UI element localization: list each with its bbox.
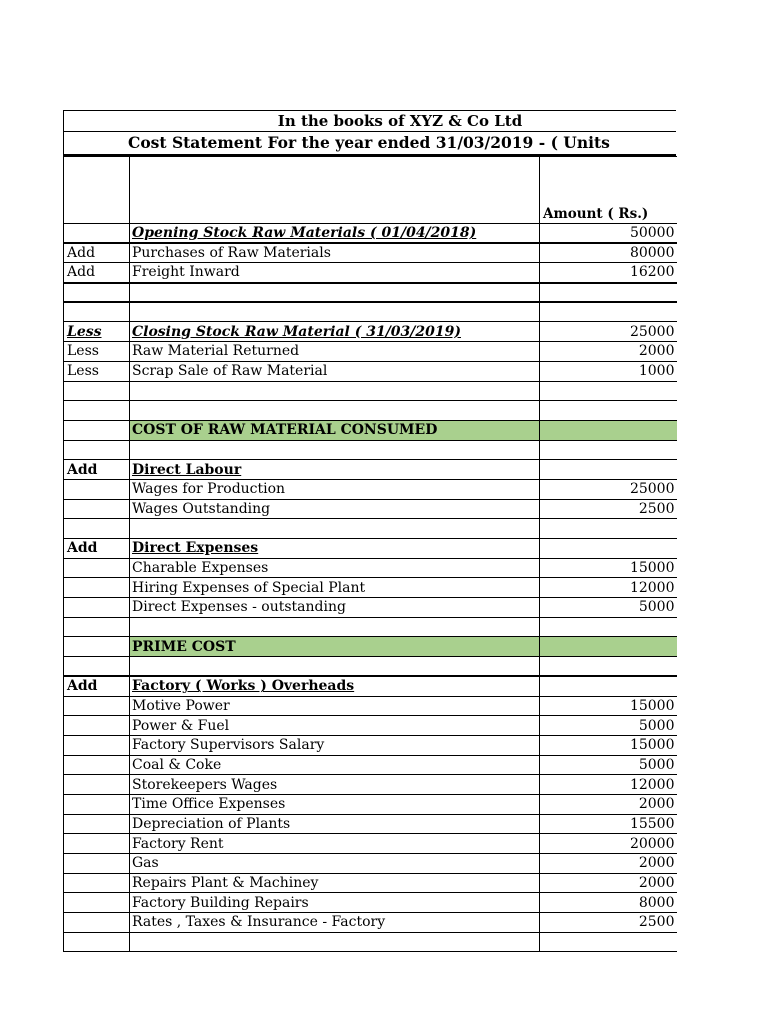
row-label-cell: [64, 716, 130, 736]
row-label-cell: [64, 558, 130, 578]
amount-cell: [540, 539, 677, 559]
particulars-cell: Opening Stock Raw Materials ( 01/04/2018): [130, 224, 540, 244]
row-label-cell: [64, 775, 130, 795]
particulars-cell: Coal & Coke: [130, 755, 540, 775]
particulars-cell: Gas: [130, 854, 540, 874]
header-cell-label: [64, 157, 130, 224]
amount-cell: 15000: [540, 696, 677, 716]
table-row: [64, 873, 677, 893]
row-label-cell: [64, 854, 130, 874]
amount-cell: 2000: [540, 873, 677, 893]
table-row: [64, 283, 677, 303]
amount-cell: 1000: [540, 361, 677, 381]
table-row: [64, 558, 677, 578]
row-label-cell: [64, 420, 130, 440]
header-cell-particulars: [130, 157, 540, 224]
amount-cell: 2500: [540, 913, 677, 933]
total-row: [64, 420, 677, 440]
amount-cell: [540, 283, 677, 303]
row-label-cell: Add: [64, 460, 130, 480]
amount-cell: 12000: [540, 775, 677, 795]
table-row: [64, 854, 677, 874]
particulars-cell: [130, 519, 540, 539]
particulars-cell: [130, 302, 540, 322]
amount-cell: 2500: [540, 499, 677, 519]
amount-cell: [540, 420, 677, 440]
row-label-cell: Less: [64, 342, 130, 362]
particulars-cell: Power & Fuel: [130, 716, 540, 736]
table-row: [64, 932, 677, 952]
particulars-cell: Motive Power: [130, 696, 540, 716]
particulars-cell: [130, 657, 540, 677]
cost-statement-sheet: [63, 110, 676, 952]
row-label-cell: [64, 578, 130, 598]
particulars-cell: Storekeepers Wages: [130, 775, 540, 795]
particulars-cell: Freight Inward: [130, 263, 540, 283]
table-row: [64, 598, 677, 618]
particulars-cell: [130, 617, 540, 637]
row-label-cell: Add: [64, 676, 130, 696]
amount-cell: 20000: [540, 834, 677, 854]
table-row: [64, 893, 677, 913]
table-row: [64, 342, 677, 362]
particulars-cell: Direct Expenses: [130, 539, 540, 559]
amount-cell: [540, 401, 677, 421]
table-row: [64, 578, 677, 598]
amount-cell: 15500: [540, 814, 677, 834]
row-label-cell: [64, 913, 130, 933]
particulars-cell: Charable Expenses: [130, 558, 540, 578]
amount-cell: 80000: [540, 243, 677, 263]
row-label-cell: [64, 873, 130, 893]
row-label-cell: [64, 381, 130, 401]
table-row: [64, 440, 677, 460]
row-label-cell: [64, 834, 130, 854]
table-row: [64, 263, 677, 283]
particulars-cell: Factory Supervisors Salary: [130, 735, 540, 755]
table-row: [64, 814, 677, 834]
amount-cell: 12000: [540, 578, 677, 598]
particulars-cell: Rates , Taxes & Insurance - Factory: [130, 913, 540, 933]
row-label-cell: Add: [64, 539, 130, 559]
row-label-cell: [64, 283, 130, 303]
particulars-cell: [130, 381, 540, 401]
amount-cell: [540, 519, 677, 539]
table-row: [64, 460, 677, 480]
row-label-cell: [64, 932, 130, 952]
amount-column-header: Amount ( Rs.): [540, 157, 677, 224]
amount-cell: 15000: [540, 558, 677, 578]
particulars-cell: [130, 440, 540, 460]
particulars-cell: Factory ( Works ) Overheads: [130, 676, 540, 696]
row-label-cell: [64, 598, 130, 618]
row-label-cell: [64, 893, 130, 913]
particulars-cell: Wages Outstanding: [130, 499, 540, 519]
particulars-cell: [130, 283, 540, 303]
particulars-cell: [130, 401, 540, 421]
row-label-cell: [64, 519, 130, 539]
table-row: [64, 775, 677, 795]
particulars-cell: [130, 932, 540, 952]
amount-cell: 16200: [540, 263, 677, 283]
amount-cell: [540, 637, 677, 657]
row-label-cell: [64, 755, 130, 775]
amount-cell: 50000: [540, 224, 677, 244]
amount-cell: [540, 440, 677, 460]
amount-cell: [540, 460, 677, 480]
sheet-title: In the books of XYZ & Co Ltd: [63, 110, 676, 132]
row-label-cell: [64, 499, 130, 519]
table-row: [64, 617, 677, 637]
row-label-cell: [64, 794, 130, 814]
amount-cell: 8000: [540, 893, 677, 913]
table-row: [64, 676, 677, 696]
particulars-cell: Direct Labour: [130, 460, 540, 480]
row-label-cell: [64, 657, 130, 677]
table-row: [64, 834, 677, 854]
row-label-cell: [64, 401, 130, 421]
amount-cell: 2000: [540, 342, 677, 362]
particulars-cell: COST OF RAW MATERIAL CONSUMED: [130, 420, 540, 440]
particulars-cell: Scrap Sale of Raw Material: [130, 361, 540, 381]
row-label-cell: [64, 735, 130, 755]
total-row: [64, 637, 677, 657]
table-row: [64, 224, 677, 244]
header-row: [64, 157, 677, 224]
table-row: [64, 519, 677, 539]
particulars-cell: Factory Building Repairs: [130, 893, 540, 913]
particulars-cell: Repairs Plant & Machiney: [130, 873, 540, 893]
amount-cell: [540, 617, 677, 637]
table-row: [64, 755, 677, 775]
table-row: [64, 696, 677, 716]
row-label-cell: Add: [64, 243, 130, 263]
amount-cell: 25000: [540, 322, 677, 342]
row-label-cell: [64, 224, 130, 244]
table-row: [64, 381, 677, 401]
amount-cell: 15000: [540, 735, 677, 755]
row-label-cell: [64, 302, 130, 322]
particulars-cell: Purchases of Raw Materials: [130, 243, 540, 263]
table-row: [64, 243, 677, 263]
particulars-cell: Hiring Expenses of Special Plant: [130, 578, 540, 598]
particulars-cell: Factory Rent: [130, 834, 540, 854]
row-label-cell: Less: [64, 322, 130, 342]
table-row: [64, 539, 677, 559]
particulars-cell: Direct Expenses - outstanding: [130, 598, 540, 618]
table-row: [64, 913, 677, 933]
particulars-cell: PRIME COST: [130, 637, 540, 657]
row-label-cell: [64, 637, 130, 657]
amount-cell: 2000: [540, 854, 677, 874]
row-label-cell: [64, 814, 130, 834]
amount-cell: 25000: [540, 479, 677, 499]
particulars-cell: Wages for Production: [130, 479, 540, 499]
particulars-cell: Time Office Expenses: [130, 794, 540, 814]
table-row: [64, 479, 677, 499]
amount-cell: [540, 657, 677, 677]
table-row: [64, 735, 677, 755]
table-row: [64, 322, 677, 342]
amount-cell: 5000: [540, 598, 677, 618]
table-row: [64, 716, 677, 736]
sheet-subtitle: Cost Statement For the year ended 31/03/2019 - ( Units: [63, 132, 676, 156]
amount-cell: [540, 381, 677, 401]
amount-cell: [540, 676, 677, 696]
row-label-cell: [64, 617, 130, 637]
row-label-cell: [64, 479, 130, 499]
amount-cell: 5000: [540, 755, 677, 775]
amount-cell: 5000: [540, 716, 677, 736]
table-row: [64, 657, 677, 677]
table-row: [64, 401, 677, 421]
row-label-cell: Less: [64, 361, 130, 381]
table-row: [64, 794, 677, 814]
particulars-cell: Closing Stock Raw Material ( 31/03/2019): [130, 322, 540, 342]
particulars-cell: Raw Material Returned: [130, 342, 540, 362]
particulars-cell: Depreciation of Plants: [130, 814, 540, 834]
amount-cell: [540, 302, 677, 322]
row-label-cell: [64, 440, 130, 460]
table-row: [64, 499, 677, 519]
row-label-cell: Add: [64, 263, 130, 283]
table-row: [64, 361, 677, 381]
row-label-cell: [64, 696, 130, 716]
amount-cell: 2000: [540, 794, 677, 814]
table-row: [64, 302, 677, 322]
amount-cell: [540, 932, 677, 952]
cost-statement-table: [63, 156, 677, 952]
